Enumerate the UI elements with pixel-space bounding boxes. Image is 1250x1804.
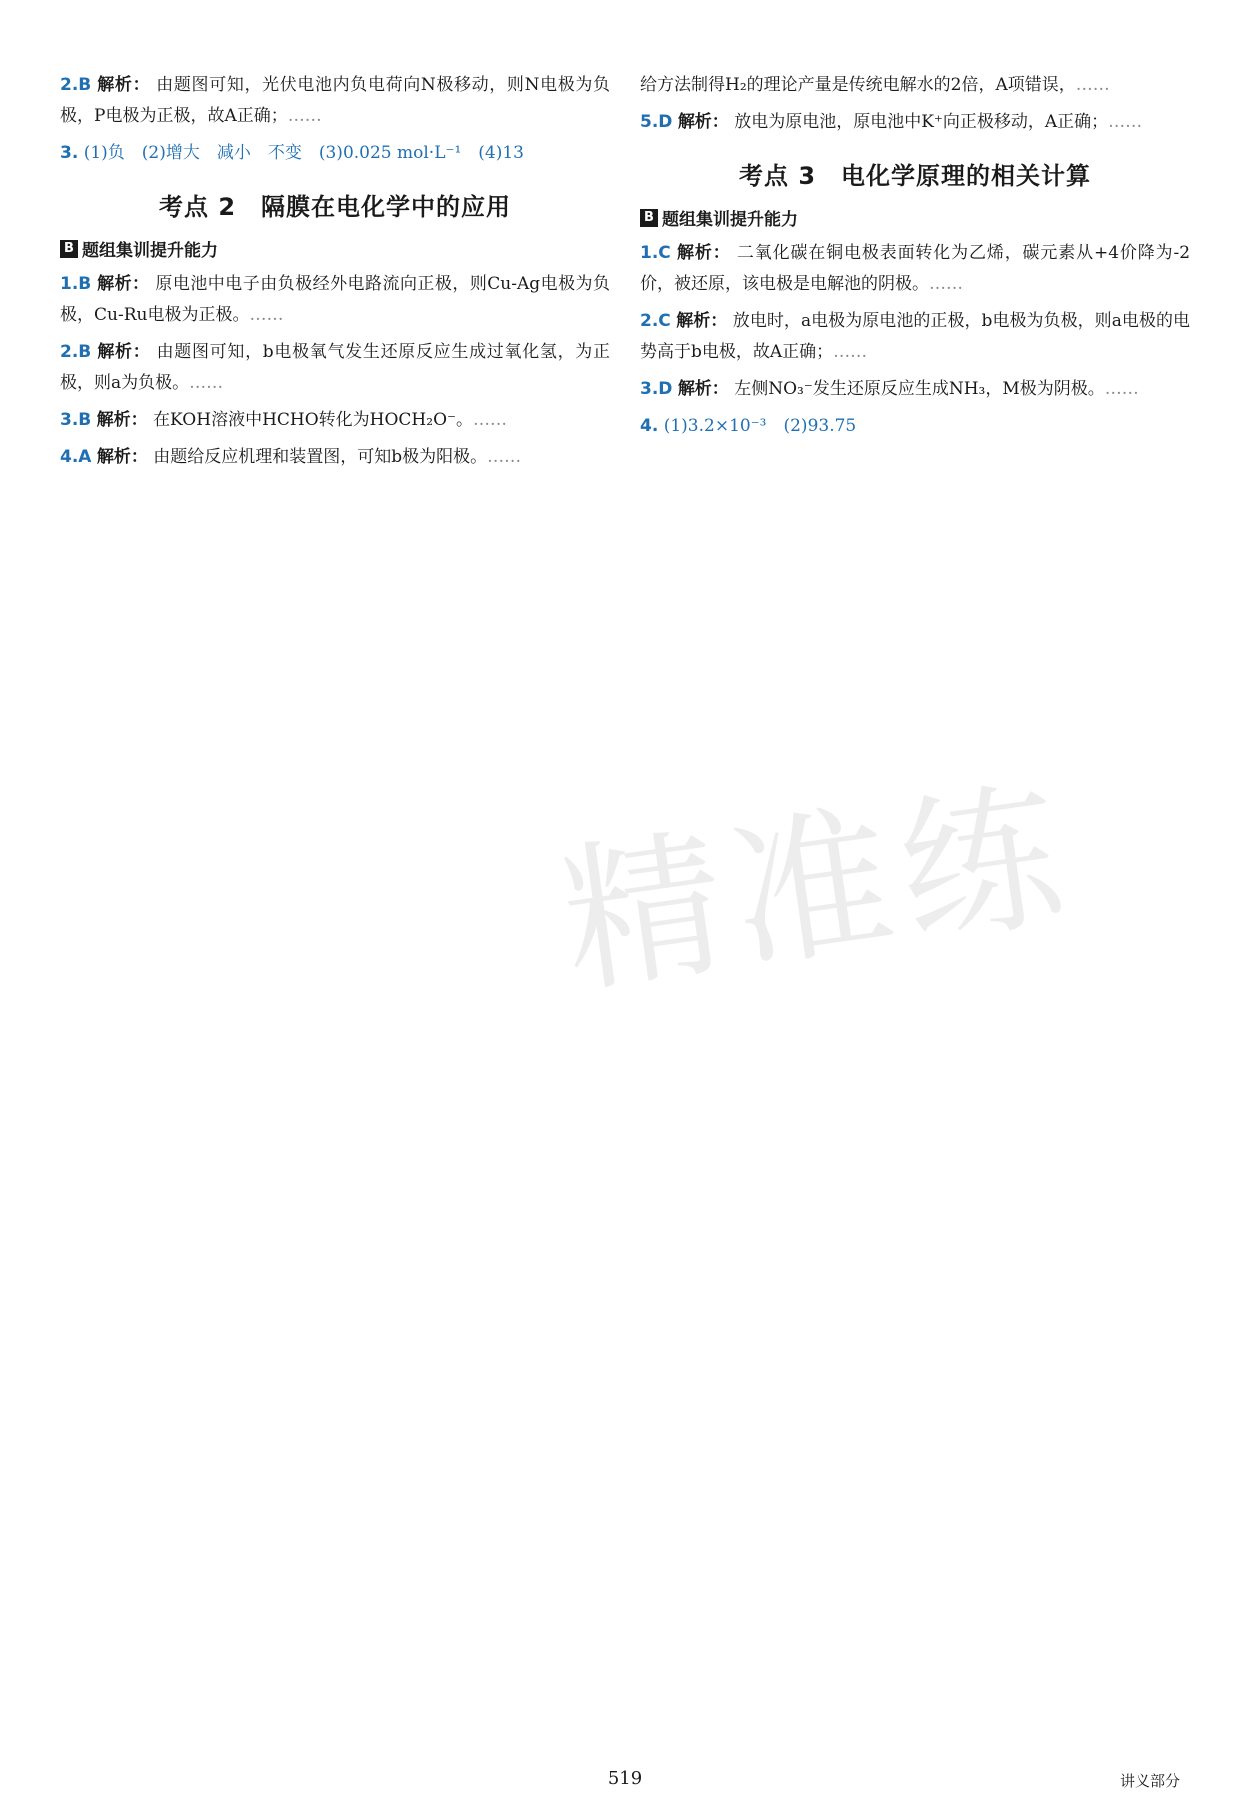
question-number: 4.A <box>60 447 92 467</box>
question-number: 2.C <box>640 311 671 331</box>
answer-text: 原电池中电子由负极经外电路流向正极，则Cu-Ag电极为负极，Cu-Ru电极为正极。 <box>60 274 611 325</box>
analysis-label: 解析： <box>677 379 729 399</box>
answer-text: (1)负 (2)增大 减小 不变 (3)0.025 mol·L⁻¹ (4)13 <box>83 143 525 163</box>
answer-item <box>60 70 610 132</box>
answer-continuation <box>640 70 1190 101</box>
analysis-label: 解析： <box>97 274 150 294</box>
analysis-label: 解析： <box>677 112 729 132</box>
page-number: 519 <box>607 1768 643 1789</box>
continuation-marker: …… <box>287 106 322 126</box>
continuation-marker: …… <box>189 373 224 393</box>
answer-text: (1)3.2×10⁻³ (2)93.75 <box>663 416 857 436</box>
subsection-label: 题组集训提升能力 <box>662 210 798 230</box>
continuation-marker: …… <box>487 447 522 467</box>
subsection-title <box>640 205 1190 230</box>
continuation-marker: …… <box>1075 75 1110 95</box>
answer-item <box>60 442 610 473</box>
analysis-label: 解析： <box>97 342 151 362</box>
question-number: 1.B <box>60 274 92 294</box>
analysis-label: 解析： <box>676 311 728 331</box>
subsection-label: 题组集训提升能力 <box>82 241 218 261</box>
b-badge-icon: B <box>640 209 658 227</box>
answer-item <box>60 405 610 436</box>
question-number: 4. <box>640 416 659 436</box>
continuation-marker: …… <box>833 342 868 362</box>
continuation-marker: …… <box>929 274 963 294</box>
section-footer-label: 讲义部分 <box>1119 1772 1180 1790</box>
question-number: 2.B <box>60 75 92 95</box>
left-column <box>60 70 610 479</box>
watermark: 精准练 <box>551 760 1083 1017</box>
question-number: 3.D <box>640 379 673 399</box>
right-column <box>640 70 1190 479</box>
b-badge-icon: B <box>60 240 78 258</box>
answer-text: 由题图可知，光伏电池内负电荷向N极移动，则N电极为负极，P电极为正极，故A正确； <box>60 75 611 126</box>
answer-text: 放电为原电池，原电池中K⁺向正极移动，A正确； <box>734 112 1109 132</box>
question-number: 3. <box>60 143 79 163</box>
answer-text: 给方法制得H₂的理论产量是传统电解水的2倍，A项错误， <box>640 75 1076 95</box>
answer-item <box>640 107 1190 138</box>
answer-item <box>640 306 1190 368</box>
analysis-label: 解析： <box>677 243 731 263</box>
answer-text: 二氧化碳在铜电极表面转化为乙烯，碳元素从+4价降为-2价，被还原，该电极是电解池的阴极。 <box>640 243 1191 294</box>
two-column-layout <box>60 70 1190 479</box>
analysis-label: 解析： <box>96 447 148 467</box>
answer-item <box>640 411 1190 442</box>
question-number: 1.C <box>640 243 671 263</box>
answer-text: 在KOH溶液中HCHO转化为HOCH₂O⁻。 <box>153 410 473 430</box>
answer-text: 由题图可知，b电极氧气发生还原反应生成过氧化氢，为正极，则a为负极。 <box>60 342 610 393</box>
question-number: 5.D <box>640 112 673 132</box>
answer-text: 左侧NO₃⁻发生还原反应生成NH₃，M极为阴极。 <box>734 379 1105 399</box>
continuation-marker: …… <box>249 305 284 325</box>
question-number: 2.B <box>60 342 92 362</box>
section-title: 考点 3 电化学原理的相关计算 <box>738 162 1092 190</box>
question-number: 3.B <box>60 410 92 430</box>
answer-item <box>60 337 610 399</box>
answer-item <box>640 374 1190 405</box>
answer-item <box>640 238 1190 300</box>
answer-item <box>60 269 610 331</box>
analysis-label: 解析： <box>96 410 148 430</box>
continuation-marker: …… <box>1108 112 1143 132</box>
continuation-marker: …… <box>472 410 507 430</box>
subsection-title <box>60 236 610 261</box>
continuation-marker: …… <box>1104 379 1139 399</box>
answer-text: 放电时，a电极为原电池的正极，b电极为负极，则a电极的电势高于b电极，故A正确； <box>640 311 1191 362</box>
answer-text: 由题给反应机理和装置图，可知b极为阳极。 <box>153 447 488 467</box>
section-title: 考点 2 隔膜在电化学中的应用 <box>158 193 512 221</box>
analysis-label: 解析： <box>97 75 151 95</box>
answer-item <box>60 138 610 169</box>
